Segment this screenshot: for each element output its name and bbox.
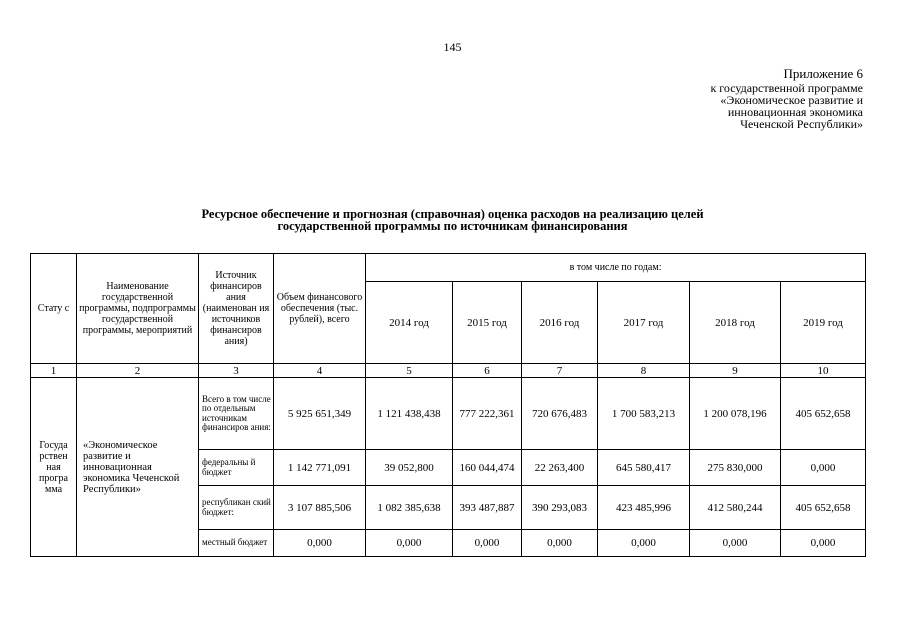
year-value-cell: 1 121 438,438 <box>366 378 453 450</box>
col-number: 1 <box>31 364 77 378</box>
header-source: Источник финансиров ания (наименован ия источников финансиров ания) <box>199 254 274 364</box>
column-numbers-row <box>31 364 866 378</box>
year-value-cell: 412 580,244 <box>690 486 781 530</box>
col-number: 6 <box>453 364 522 378</box>
col-number: 5 <box>366 364 453 378</box>
year-value-cell: 160 044,474 <box>453 450 522 486</box>
table-row <box>31 378 866 450</box>
page-number: 145 <box>443 40 462 54</box>
program-name-cell: «Экономическое развитие и инновационная экономика Чеченской Республики» <box>77 378 199 557</box>
col-number: 7 <box>522 364 598 378</box>
source-cell: местный бюджет <box>199 530 274 557</box>
year-value-cell: 720 676,483 <box>522 378 598 450</box>
source-cell: федеральны й бюджет <box>199 450 274 486</box>
resource-table <box>30 253 866 557</box>
header-status: Стату с <box>31 254 77 364</box>
year-value-cell: 0,000 <box>366 530 453 557</box>
col-number: 8 <box>598 364 690 378</box>
header-year: 2018 год <box>690 282 781 364</box>
header-year: 2017 год <box>598 282 690 364</box>
appendix-line: «Экономическое развитие и <box>720 93 863 107</box>
source-cell: республикан ский бюджет: <box>199 486 274 530</box>
appendix-line: инновационная экономика <box>727 105 863 119</box>
header-year: 2015 год <box>453 282 522 364</box>
col-number: 10 <box>781 364 866 378</box>
header-by-years: в том числе по годам: <box>366 254 866 282</box>
appendix-block <box>710 68 863 130</box>
year-value-cell: 0,000 <box>781 530 866 557</box>
year-value-cell: 0,000 <box>690 530 781 557</box>
year-value-cell: 39 052,800 <box>366 450 453 486</box>
year-value-cell: 393 487,887 <box>453 486 522 530</box>
appendix-title: Приложение 6 <box>783 66 863 81</box>
header-year: 2016 год <box>522 282 598 364</box>
header-volume: Объем финансового обеспечения (тыс. рублей), всего <box>274 254 366 364</box>
col-number: 4 <box>274 364 366 378</box>
year-value-cell: 0,000 <box>598 530 690 557</box>
year-value-cell: 1 082 385,638 <box>366 486 453 530</box>
total-cell: 3 107 885,506 <box>274 486 366 530</box>
year-value-cell: 0,000 <box>522 530 598 557</box>
year-value-cell: 22 263,400 <box>522 450 598 486</box>
appendix-line: к государственной программе <box>710 81 863 95</box>
total-cell: 0,000 <box>274 530 366 557</box>
total-cell: 5 925 651,349 <box>274 378 366 450</box>
header-row <box>31 254 866 282</box>
title-line: Ресурсное обеспечение и прогнозная (справочная) оценка расходов на реализацию целей <box>201 207 704 221</box>
title-line: государственной программы по источникам финансирования <box>277 219 628 233</box>
year-value-cell: 645 580,417 <box>598 450 690 486</box>
status-cell: Госуда рствен ная програ мма <box>31 378 77 557</box>
header-year: 2019 год <box>781 282 866 364</box>
document-title <box>0 208 905 232</box>
header-name: Наименование государственной программы, подпрограммы государственной программы, мероприятий <box>77 254 199 364</box>
year-value-cell: 423 485,996 <box>598 486 690 530</box>
year-value-cell: 1 200 078,196 <box>690 378 781 450</box>
year-value-cell: 275 830,000 <box>690 450 781 486</box>
year-value-cell: 777 222,361 <box>453 378 522 450</box>
total-cell: 1 142 771,091 <box>274 450 366 486</box>
col-number: 3 <box>199 364 274 378</box>
col-number: 2 <box>77 364 199 378</box>
year-value-cell: 405 652,658 <box>781 486 866 530</box>
year-value-cell: 0,000 <box>781 450 866 486</box>
header-year: 2014 год <box>366 282 453 364</box>
col-number: 9 <box>690 364 781 378</box>
year-value-cell: 1 700 583,213 <box>598 378 690 450</box>
source-cell: Всего в том числе по отдельным источникам финансиров ания: <box>199 378 274 450</box>
year-value-cell: 405 652,658 <box>781 378 866 450</box>
year-value-cell: 390 293,083 <box>522 486 598 530</box>
year-value-cell: 0,000 <box>453 530 522 557</box>
appendix-line: Чеченской Республики» <box>740 117 863 131</box>
